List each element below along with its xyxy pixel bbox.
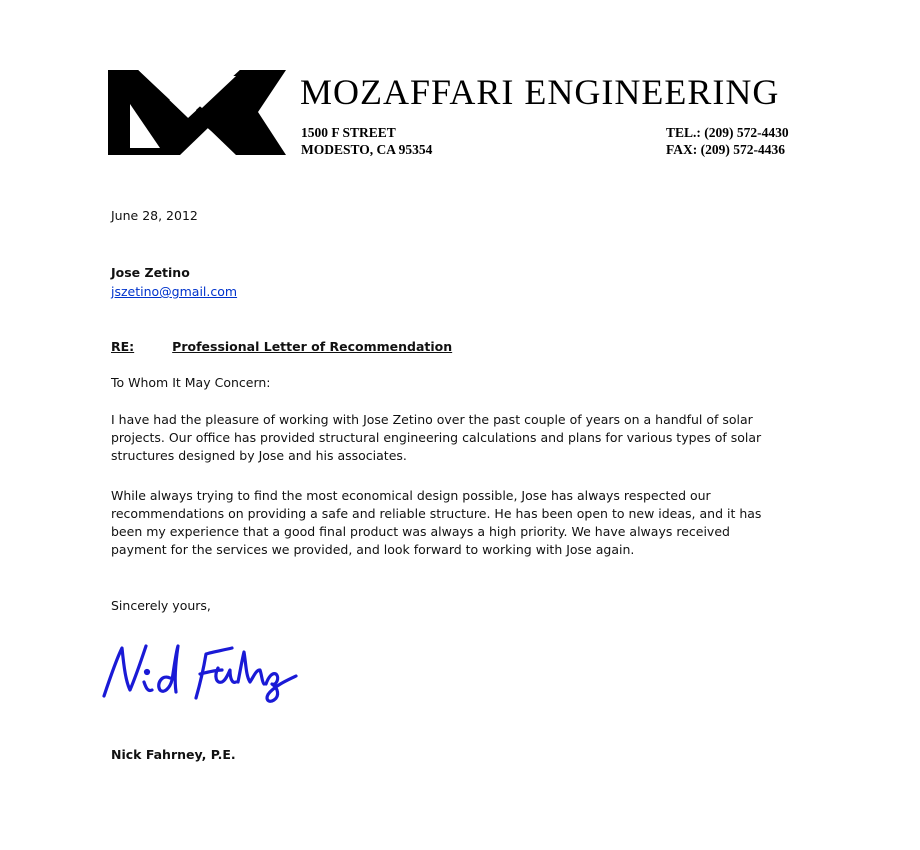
paragraph-line: I have had the pleasure of working with Jose Zetino over the past couple of years on a handful of solar [111, 412, 753, 427]
subject-text: Professional Letter of Recommendation [172, 339, 453, 354]
paragraph-line: payment for the services we provided, and look forward to working with Jose again. [111, 542, 635, 557]
closing: Sincerely yours, [111, 598, 211, 613]
paragraph-line: been my experience that a good final product was always a high priority. We have always received [111, 524, 730, 539]
paragraph-1 [111, 411, 831, 465]
street-address: 1500 F STREET [301, 125, 396, 140]
handwritten-signature [100, 638, 315, 713]
paragraph-line: projects. Our office has provided structural engineering calculations and plans for various types of solar [111, 430, 762, 445]
paragraph-2 [111, 487, 831, 559]
company-contact [666, 124, 789, 158]
fax: FAX: (209) 572-4436 [666, 142, 785, 157]
letter-date: June 28, 2012 [111, 208, 198, 223]
company-address [301, 124, 432, 158]
telephone: TEL.: (209) 572-4430 [666, 125, 789, 140]
company-logo-icon [108, 70, 286, 155]
subject-line [111, 338, 452, 356]
company-name: MOZAFFARI ENGINEERING [300, 72, 780, 112]
signer-name: Nick Fahrney, P.E. [111, 747, 236, 762]
recipient-email-link[interactable]: jszetino@gmail.com [111, 284, 238, 299]
city-state-zip: MODESTO, CA 95354 [301, 142, 433, 157]
paragraph-line: recommendations on providing a safe and reliable structure. He has been open to new ideas, and it has [111, 506, 762, 521]
salutation: To Whom It May Concern: [111, 375, 271, 390]
paragraph-line: While always trying to find the most economical design possible, Jose has always respected our [111, 488, 711, 503]
recipient-name: Jose Zetino [111, 265, 190, 280]
subject-label: RE: [111, 339, 135, 354]
paragraph-line: structures designed by Jose and his associates. [111, 448, 407, 463]
